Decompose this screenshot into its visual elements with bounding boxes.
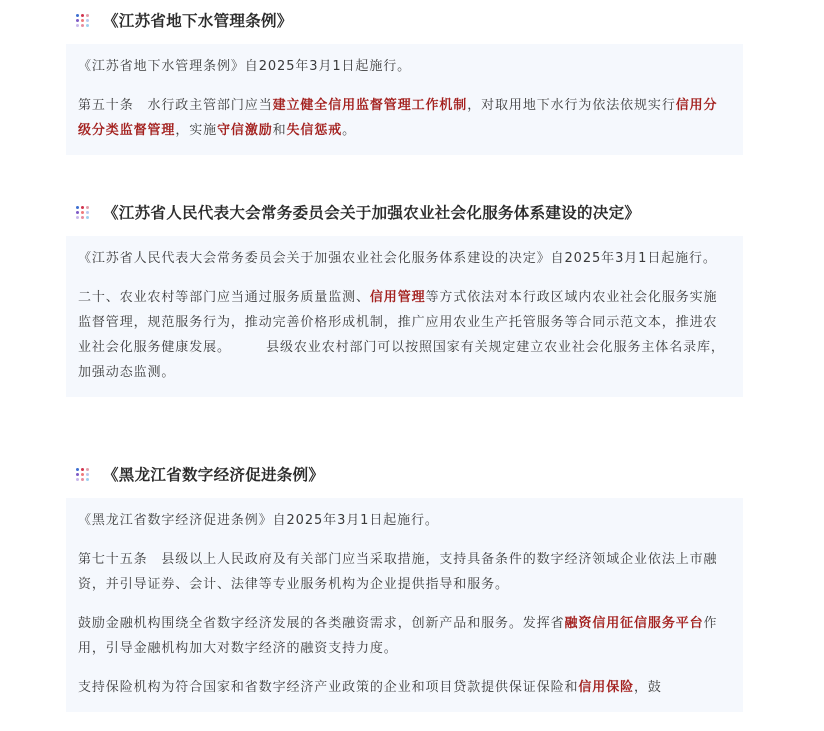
dot: [81, 211, 84, 214]
body-text: 二十、农业农村等部门应当通过服务质量监测、: [78, 290, 370, 305]
body-text: 。: [342, 123, 357, 138]
body-text: ，鼓: [634, 680, 662, 695]
paragraph: [78, 611, 731, 661]
section-title-text: 《江苏省人民代表大会常务委员会关于加强农业社会化服务体系建设的决定》: [103, 204, 641, 222]
dot: [81, 478, 84, 481]
dot: [86, 468, 89, 471]
section-agri-service: [66, 198, 743, 397]
body-text: 《黑龙江省数字经济促进条例》自2025年3月1日起施行。: [78, 513, 439, 528]
dot: [86, 24, 89, 27]
paragraph: [78, 675, 731, 700]
body-text: 《江苏省地下水管理条例》自2025年3月1日起施行。: [78, 59, 412, 74]
body-text: ，对取用地下水行为依法依规实行: [467, 98, 676, 113]
body-text: 作用，引导金融机构加大对数字经济的融资支持力度。: [78, 616, 718, 656]
dot: [86, 211, 89, 214]
dot: [86, 14, 89, 17]
body-text: 第五十条 水行政主管部门应当: [78, 98, 273, 113]
section-content-box: [66, 236, 743, 397]
dot: [76, 478, 79, 481]
dot: [86, 473, 89, 476]
dot: [76, 14, 79, 17]
dot-grid-icon: [76, 206, 89, 219]
section-digital-economy: [66, 460, 743, 712]
dot: [81, 19, 84, 22]
dot-grid-icon: [76, 14, 89, 27]
paragraph: [78, 93, 731, 143]
highlight-text: 信用管理: [369, 290, 426, 305]
highlight-text: 守信激励: [217, 123, 273, 138]
highlight-text: 建立健全信用监督管理工作机制: [272, 98, 468, 113]
highlight-text: 信用分级分类监督管理: [78, 98, 718, 138]
dot: [76, 19, 79, 22]
section-title-text: 《江苏省地下水管理条例》: [103, 12, 293, 30]
highlight-text: 融资信用征信服务平台: [564, 616, 704, 631]
section-groundwater: [66, 6, 743, 155]
dot: [76, 473, 79, 476]
section-content-box: [66, 44, 743, 155]
paragraph: [78, 54, 731, 79]
dot: [76, 216, 79, 219]
highlight-text: 失信惩戒: [286, 123, 343, 138]
dot: [76, 206, 79, 209]
body-text: ，实施: [175, 123, 218, 138]
paragraph: [78, 508, 731, 533]
dot: [76, 211, 79, 214]
dot: [86, 216, 89, 219]
section-title: [66, 6, 743, 34]
body-text: 第七十五条 县级以上人民政府及有关部门应当采取措施，支持具备条件的数字经济领域企业依法上市融资，并引导证券、会计、法律等专业服务机构为企业提供指导和服务。: [78, 552, 718, 592]
paragraph: [78, 285, 731, 385]
dot: [81, 24, 84, 27]
section-title: [66, 198, 743, 226]
paragraph: [78, 246, 731, 271]
body-text: 支持保险机构为符合国家和省数字经济产业政策的企业和项目贷款提供保证保险和: [78, 680, 579, 695]
dot: [81, 473, 84, 476]
highlight-text: 信用保险: [578, 680, 635, 695]
body-text: 鼓励金融机构围绕全省数字经济发展的各类融资需求，创新产品和服务。发挥省: [78, 616, 565, 631]
dot-grid-icon: [76, 468, 89, 481]
dot: [76, 468, 79, 471]
body-text: 和: [272, 123, 287, 138]
section-content-box: [66, 498, 743, 712]
dot: [81, 468, 84, 471]
dot: [86, 478, 89, 481]
dot: [86, 19, 89, 22]
section-title-text: 《黑龙江省数字经济促进条例》: [103, 466, 325, 484]
body-text: 等方式依法对本行政区域内农业社会化服务实施监督管理，规范服务行为，推动完善价格形成机制，推广应用农业生产托管服务等合同示范文本，推进农业社会化服务健康发展。 县级农业农村部门可以按照国家有关规定建立农业社会化服务主体名录库，加强动态监测。: [78, 290, 725, 380]
dot: [76, 24, 79, 27]
body-text: 《江苏省人民代表大会常务委员会关于加强农业社会化服务体系建设的决定》自2025年3月1日起施行。: [78, 251, 717, 266]
dot: [81, 216, 84, 219]
dot: [81, 14, 84, 17]
dot: [86, 206, 89, 209]
dot: [81, 206, 84, 209]
section-title: [66, 460, 743, 488]
paragraph: [78, 547, 731, 597]
